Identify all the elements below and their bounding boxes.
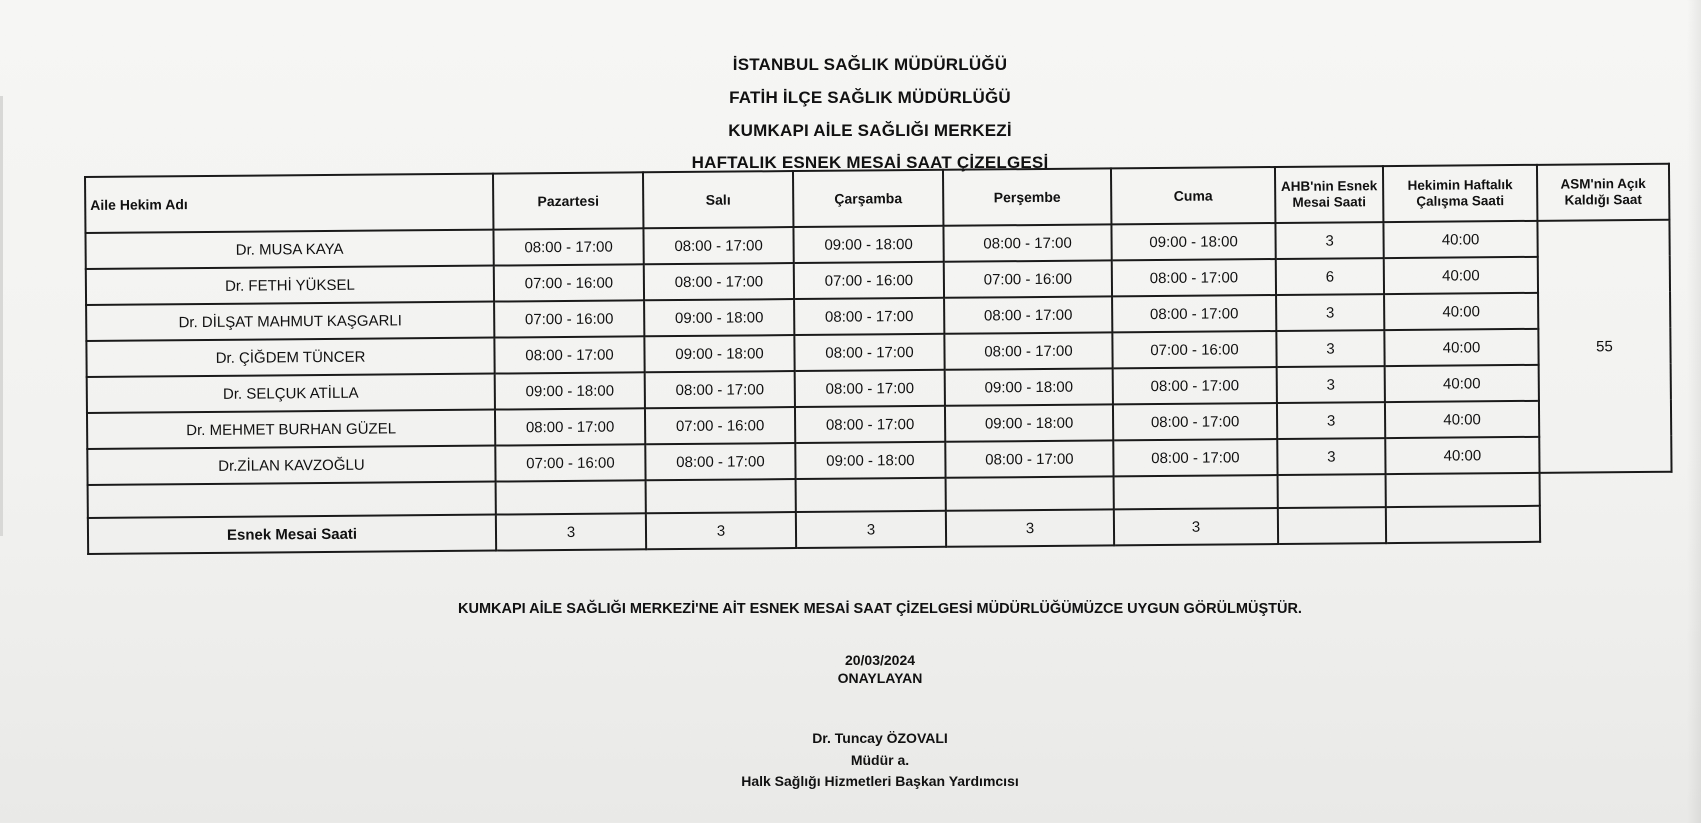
footer-weekly-empty [1386,506,1540,543]
cell-thursday-hours: 08:00 - 17:00 [944,296,1112,333]
cell-thursday-hours: 09:00 - 18:00 [945,404,1113,441]
cell-tuesday-hours: 08:00 - 17:00 [645,371,795,408]
cell-weekly-hours: 40:00 [1385,365,1539,402]
cell-friday-hours: 08:00 - 17:00 [1113,439,1277,476]
cell-tuesday-hours: 08:00 - 17:00 [644,263,794,300]
cell-thursday-hours: 09:00 - 18:00 [945,368,1113,405]
signer-department: Halk Sağlığı Hizmetleri Başkan Yardımcısı [741,773,1019,789]
cell-tuesday-hours: 07:00 - 16:00 [645,407,795,444]
cell-thursday-hours: 08:00 - 17:00 [945,440,1113,477]
cell-monday-hours: 08:00 - 17:00 [493,228,643,265]
schedule-table [84,163,1673,555]
cell-doctor-name: Dr.ZİLAN KAVZOĞLU [87,446,495,485]
column-header-wednesday: Çarşamba [793,170,943,227]
cell-weekly-hours: 40:00 [1384,329,1538,366]
cell-wednesday-hours: 07:00 - 16:00 [794,262,944,299]
footer-friday-total: 3 [1114,508,1278,545]
cell-tuesday-hours: 09:00 - 18:00 [644,299,794,336]
cell-monday-hours: 08:00 - 17:00 [494,336,644,373]
column-header-tuesday: Salı [643,171,793,228]
cell-ahb-flex-hours: 3 [1277,366,1385,403]
approval-statement: KUMKAPI AİLE SAĞLIĞI MERKEZİ'NE AİT ESNEK MESAİ SAAT ÇİZELGESİ MÜDÜRLÜĞÜMÜZCE UYGUN GÖRÜLMÜŞTÜR. [458,601,1302,617]
approver-label: ONAYLAYAN [837,670,923,686]
cell-doctor-name: Dr. SELÇUK ATİLLA [87,374,495,413]
footer-ahb-empty [1278,507,1386,544]
cell-ahb-flex-hours: 6 [1276,258,1384,295]
cell-monday-hours: 07:00 - 16:00 [494,300,644,337]
cell-friday-hours: 09:00 - 18:00 [1111,223,1275,260]
footer-monday-total: 3 [496,513,646,550]
cell-wednesday-hours: 08:00 - 17:00 [794,298,944,335]
column-header-asm-open-hours: ASM'nin Açık Kaldığı Saat [1537,164,1669,221]
cell-friday-hours: 07:00 - 16:00 [1112,331,1276,368]
footer-thursday-total: 3 [946,509,1114,546]
cell-thursday-hours: 07:00 - 16:00 [944,260,1112,297]
cell-doctor-name: Dr. ÇİĞDEM TÜNCER [86,338,494,377]
cell-monday-hours: 09:00 - 18:00 [495,372,645,409]
cell-ahb-flex-hours: 3 [1277,438,1385,475]
cell-doctor-name: Dr. FETHİ YÜKSEL [86,266,494,305]
footer-label: Esnek Mesai Saati [88,515,496,554]
cell-thursday-hours: 08:00 - 17:00 [943,224,1111,261]
cell-weekly-hours: 40:00 [1383,221,1537,258]
cell-wednesday-hours: 08:00 - 17:00 [795,406,945,443]
column-header-thursday: Perşembe [943,168,1111,225]
column-header-friday: Cuma [1111,167,1275,224]
cell-weekly-hours: 40:00 [1385,401,1539,438]
cell-tuesday-hours: 08:00 - 17:00 [645,443,795,480]
cell-weekly-hours: 40:00 [1384,257,1538,294]
column-header-doctor-name: Aile Hekim Adı [85,174,493,233]
cell-weekly-hours: 40:00 [1385,437,1539,474]
cell-ahb-flex-hours: 3 [1276,294,1384,331]
cell-friday-hours: 08:00 - 17:00 [1113,403,1277,440]
cell-asm-open-hours: 55 [1537,220,1671,473]
cell-doctor-name: Dr. MUSA KAYA [85,230,493,269]
cell-monday-hours: 08:00 - 17:00 [495,408,645,445]
document-title: HAFTALIK ESNEK MESAİ SAAT ÇİZELGESİ [691,153,1049,172]
cell-ahb-flex-hours: 3 [1276,330,1384,367]
header-istanbul-directorate: İSTANBUL SAĞLIK MÜDÜRLÜĞÜ [732,55,1008,74]
cell-ahb-flex-hours: 3 [1275,222,1383,259]
cell-friday-hours: 08:00 - 17:00 [1113,367,1277,404]
header-fatih-directorate: FATİH İLÇE SAĞLIK MÜDÜRLÜĞÜ [729,88,1011,107]
footer-wednesday-total: 3 [796,511,946,548]
column-header-monday: Pazartesi [493,172,643,229]
cell-wednesday-hours: 09:00 - 18:00 [793,226,943,263]
cell-tuesday-hours: 08:00 - 17:00 [643,227,793,264]
cell-tuesday-hours: 09:00 - 18:00 [644,335,794,372]
cell-ahb-flex-hours: 3 [1277,402,1385,439]
signer-title: Müdür a. [850,752,910,768]
cell-weekly-hours: 40:00 [1384,293,1538,330]
cell-wednesday-hours: 08:00 - 17:00 [795,370,945,407]
cell-friday-hours: 08:00 - 17:00 [1112,259,1276,296]
cell-wednesday-hours: 09:00 - 18:00 [795,442,945,479]
cell-doctor-name: Dr. DİLŞAT MAHMUT KAŞGARLI [86,302,494,341]
signer-name: Dr. Tuncay ÖZOVALI [812,730,948,746]
cell-friday-hours: 08:00 - 17:00 [1112,295,1276,332]
cell-monday-hours: 07:00 - 16:00 [494,264,644,301]
column-header-weekly-hours: Hekimin Haftalık Çalışma Saati [1383,165,1537,222]
cell-thursday-hours: 08:00 - 17:00 [944,332,1112,369]
column-header-ahb-flex-hours: AHB'nin Esnek Mesai Saati [1275,166,1383,223]
cell-wednesday-hours: 08:00 - 17:00 [794,334,944,371]
approval-date: 20/03/2024 [844,652,916,668]
footer-tuesday-total: 3 [646,512,796,549]
cell-monday-hours: 07:00 - 16:00 [495,444,645,481]
header-health-center: KUMKAPI AİLE SAĞLIĞI MERKEZİ [728,121,1012,140]
cell-doctor-name: Dr. MEHMET BURHAN GÜZEL [87,410,495,449]
